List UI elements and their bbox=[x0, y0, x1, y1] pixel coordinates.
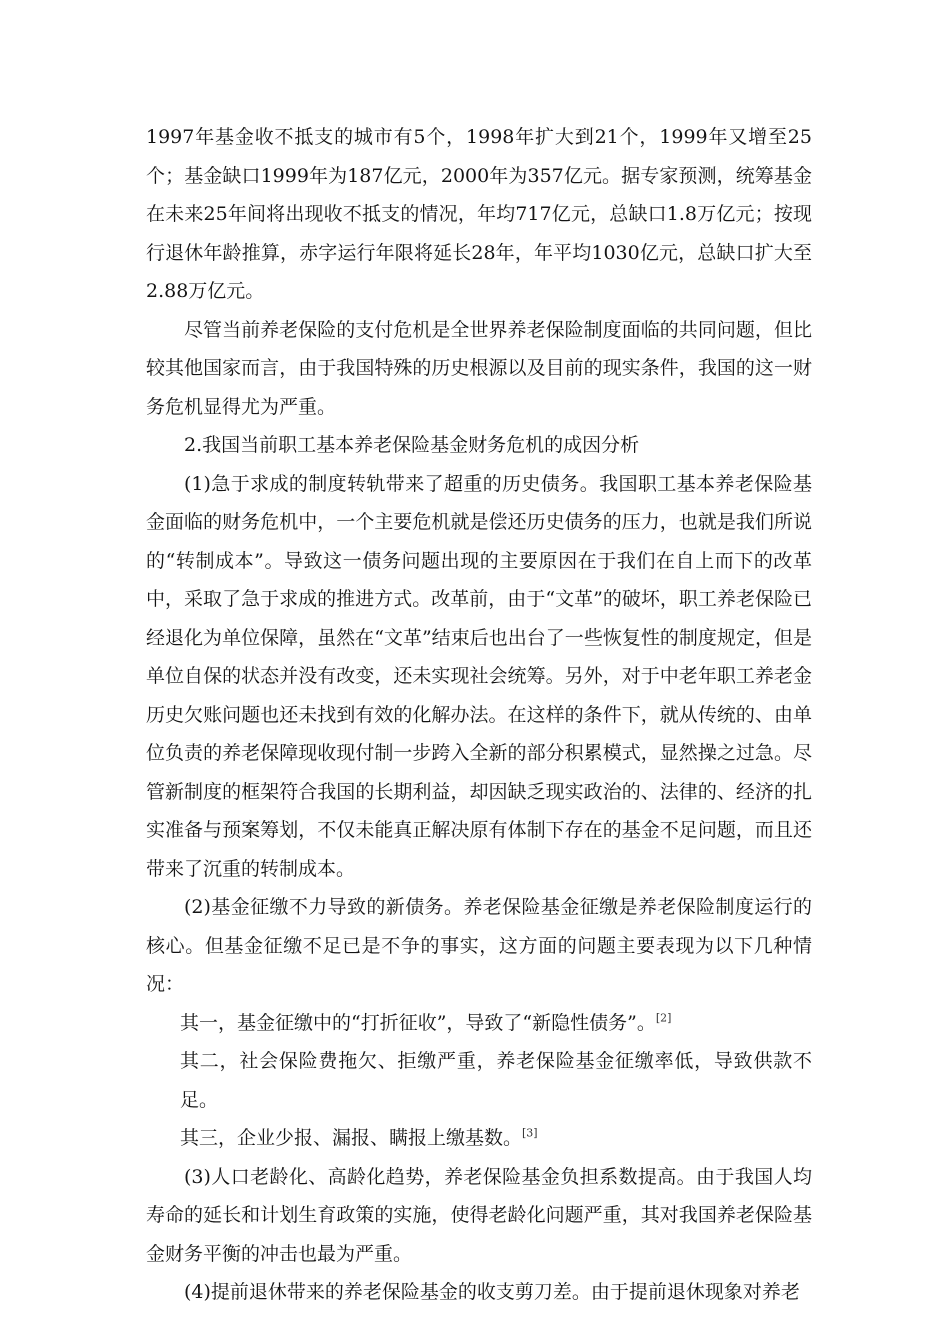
list-item-third bbox=[146, 1119, 812, 1158]
list-item-first bbox=[146, 1004, 812, 1043]
paragraph-historical-debt: (1)急于求成的制度转轨带来了超重的历史债务。我国职工基本养老保险基金面临的财务危机中，一个主要危机就是偿还历史债务的压力，也就是我们所说的“转制成本”。导致这一债务问题出现的主要原因在于我们在自上而下的改革中，采取了急于求成的推进方式。改革前，由于“文革”的破坏，职工养老保险已经退化为单位保障，虽然在“文革”结束后也出台了一些恢复性的制度规定，但是单位自保的状态并没有改变，还未实现社会统筹。另外，对于中老年职工养老金历史欠账问题也还未找到有效的化解办法。在这样的条件下，就从传统的、由单位负责的养老保障现收现付制一步跨入全新的部分积累模式，显然操之过急。尽管新制度的框架符合我国的长期利益，却因缺乏现实政治的、法律的、经济的扎实准备与预案筹划，不仅未能真正解决原有体制下存在的基金不足问题，而且还带来了沉重的转制成本。 bbox=[146, 472, 812, 880]
paragraph-collection-debt: (2)基金征缴不力导致的新债务。养老保险基金征缴是养老保险制度运行的核心。但基金征缴不足已是不争的事实，这方面的问题主要表现为以下几种情况： bbox=[146, 896, 812, 995]
paragraph-early-retirement: (4)提前退休带来的养老保险基金的收支剪刀差。由于提前退休现象对养老 bbox=[184, 1281, 800, 1303]
document-body bbox=[146, 118, 812, 1312]
list-item-third-text: 其三，企业少报、漏报、瞒报上缴基数。 bbox=[180, 1127, 523, 1149]
paragraph-aging-population: (3)人口老龄化、高龄化趋势，养老保险基金负担系数提高。由于我国人均寿命的延长和计划生育政策的实施，使得老龄化问题严重，其对我国养老保险基金财务平衡的冲击也最为严重。 bbox=[146, 1165, 812, 1265]
citation-ref-3: [3] bbox=[522, 1126, 538, 1140]
citation-ref-2: [2] bbox=[655, 1011, 672, 1025]
section-heading-cause-analysis: 2.我国当前职工基本养老保险基金财务危机的成因分析 bbox=[184, 434, 640, 456]
list-item-second: 其二，社会保险费拖欠、拒缴严重，养老保险基金征缴率低，导致供款不足。 bbox=[180, 1050, 812, 1111]
list-item-first-text: 其一，基金征缴中的“打折征收”，导致了“新隐性债务”。 bbox=[180, 1011, 656, 1034]
paragraph-crisis-severity: 尽管当前养老保险的支付危机是全世界养老保险制度面临的共同问题，但比较其他国家而言，由于我国特殊的历史根源以及目前的现实条件，我国的这一财务危机显得尤为严重。 bbox=[146, 318, 812, 418]
paragraph-deficit-statistics: 1997年基金收不抵支的城市有5个，1998年扩大到21个，1999年又增至25个；基金缺口1999年为187亿元，2000年为357亿元。据专家预测，统筹基金在未来25年间将出现收不抵支的情况，年均717亿元，总缺口1.8万亿元；按现行退休年龄推算，赤字运行年限将延长28年，年平均1030亿元，总缺口扩大至2.88万亿元。 bbox=[146, 126, 812, 302]
